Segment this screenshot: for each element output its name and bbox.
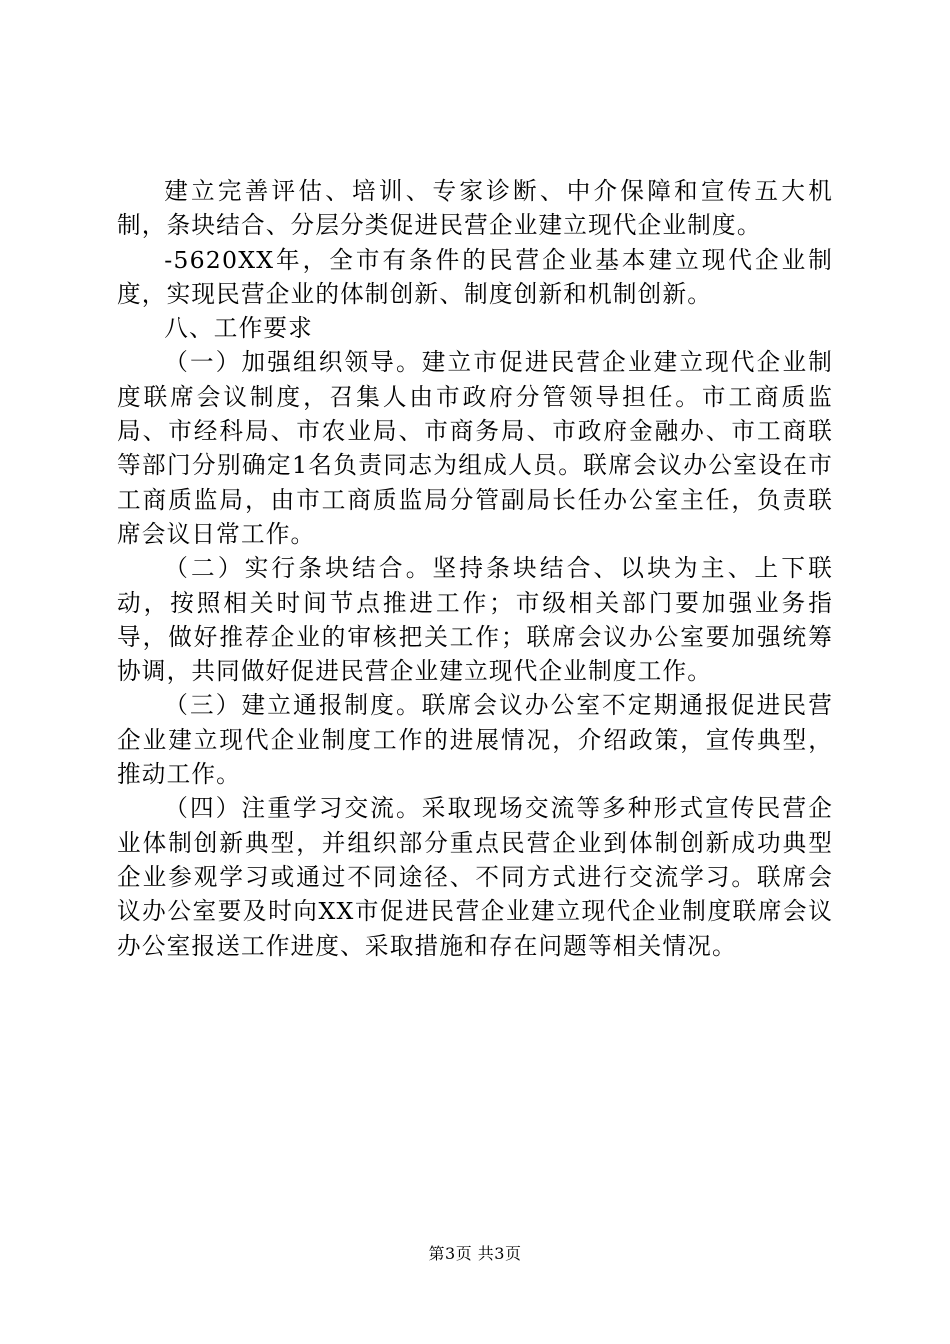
section-heading-work-requirements: 八、工作要求 [164, 314, 313, 343]
paragraph-organization-leadership: （一）加强组织领导。建立市促进民营企业建立现代企业制度联席会议制度，召集人由市政府分管领导担任。市工商质监局、市经科局、市农业局、市商务局、市政府金融办、市工商联等部门分别确定1名负责同志为组成人员。联席会议办公室设在市工商质监局，由市工商质监局分管副局长任办公室主任，负责联席会议日常工作。 [117, 348, 833, 548]
paragraph-mechanisms: 建立完善评估、培训、专家诊断、中介保障和宣传五大机制，条块结合、分层分类促进民营企业建立现代企业制度。 [117, 177, 833, 240]
document-body [117, 174, 833, 963]
paragraph-learning-exchange: （四）注重学习交流。采取现场交流等多种形式宣传民营企业体制创新典型，并组织部分重点民营企业到体制创新成功典型企业参观学习或通过不同途径、不同方式进行交流学习。联席会议办公室要及时向XX市促进民营企业建立现代企业制度联席会议办公室报送工作进度、采取措施和存在问题等相关情况。 [117, 794, 833, 960]
page-footer: 第3页 共3页 [428, 1244, 522, 1263]
paragraph-coordination: （二）实行条块结合。坚持条块结合、以块为主、上下联动，按照相关时间节点推进工作；市级相关部门要加强业务指导，做好推荐企业的审核把关工作；联席会议办公室要加强统筹协调，共同做好促进民营企业建立现代企业制度工作。 [117, 554, 833, 686]
paragraph-goal: -5620XX年，全市有条件的民营企业基本建立现代企业制度，实现民营企业的体制创新、制度创新和机制创新。 [117, 245, 833, 308]
paragraph-reporting-system: （三）建立通报制度。联席会议办公室不定期通报促进民营企业建立现代企业制度工作的进展情况，介绍政策，宣传典型，推动工作。 [117, 691, 833, 789]
